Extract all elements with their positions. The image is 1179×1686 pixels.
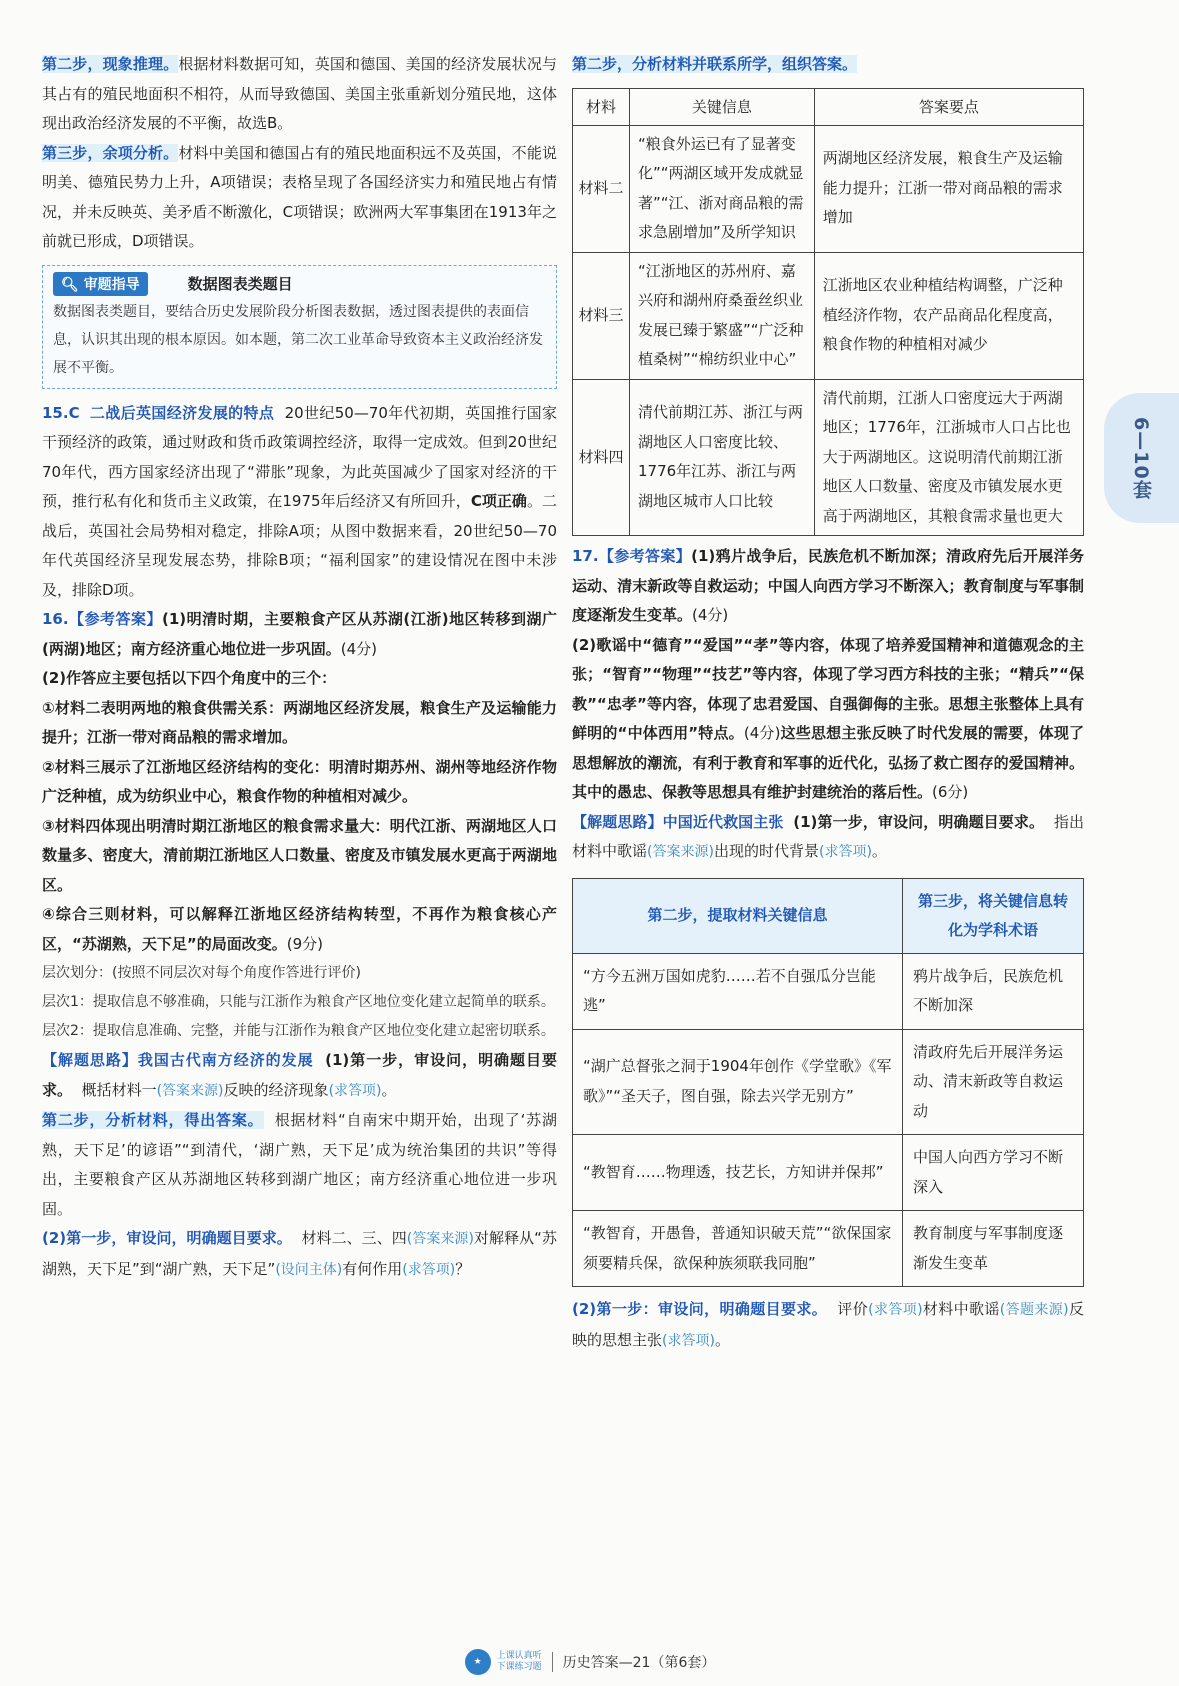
keyinfo-table — [572, 878, 1084, 1288]
table-header-row — [573, 878, 1084, 953]
q16-thinking: 【解题思路】我国古代南方经济的发展 (1)第一步，审设问，明确题目要求。 概括材料一(答案来源)反映的经济现象(求答项)。 — [42, 1051, 557, 1099]
q17-part2: (2)第一步：审设问，明确题目要求。 评价(求答项)材料中歌谣(答题来源)反映的思想主张(求答项)。 — [572, 1300, 1084, 1349]
page-number: 历史答案—21（第6套） — [562, 1655, 716, 1671]
q16-level-division: 层次划分：(按照不同层次对每个角度作答进行评价) — [42, 965, 361, 981]
table-row — [573, 953, 1084, 1029]
table-header-row — [573, 88, 1084, 125]
step2-paragraph: 第二步，现象推理。根据材料数据可知，英国和德国、美国的经济发展状况与其占有的殖民地面积不相符，从而导致德国、美国主张重新划分殖民地，这体现出政治经济发展的不平衡，故选B。 — [42, 55, 557, 132]
search-icon-tag: 🔍︎ 审题指导 — [53, 272, 148, 296]
page-footer — [400, 1648, 780, 1676]
logo-text: 上课认真听 下课练习题 — [496, 1651, 542, 1672]
q16-answer-1: 16.【参考答案】(1)明清时期，主要粮食产区从苏湖(江浙)地区转移到湖广(两湖)地区；南方经济重心地位进一步巩固。(4分) — [42, 610, 557, 658]
table-header-cell: 第三步，将关键信息转化为学科术语 — [903, 878, 1084, 953]
table-cell: “江浙地区的苏州府、嘉兴府和湖州府桑蚕丝织业发展已臻于繁盛”“广泛种植桑树”“棉纺织业中心” — [630, 252, 815, 379]
tip-body: 数据图表类题目，要结合历史发展阶段分析图表数据，透过图表提供的表面信息，认识其出现的根本原因。如本题，第二次工业革命导致资本主义政治经济发展不平衡。 — [53, 303, 543, 376]
table-cell: 清政府先后开展洋务运动、清末新政等自救运动 — [903, 1029, 1084, 1135]
tip-box — [42, 265, 557, 389]
table-cell: 清代前期，江浙人口密度远大于两湖地区；1776年，江浙城市人口占比也大于两湖地区。这说明清代前期江浙地区人口数量、密度及市镇发展水更高于两湖地区，其粮食需求量也更大 — [814, 379, 1083, 536]
table-cell: 材料二 — [573, 125, 630, 252]
table-header-cell: 第二步，提取材料关键信息 — [573, 878, 903, 953]
table-cell: 材料三 — [573, 252, 630, 379]
table-cell: “教智育，开愚鲁，普通知识破天荒”“欲保国家须要精兵保，欲保种族须联我同胞” — [573, 1211, 903, 1287]
table-cell: “教智育……物理透，技艺长，方知讲并保邦” — [573, 1135, 903, 1211]
q17-thinking: 【解题思路】中国近代救国主张 (1)第一步，审设问，明确题目要求。 指出材料中歌谣(答案来源)出现的时代背景(求答项)。 — [572, 812, 1084, 860]
q16-part2: (2)第一步，审设问，明确题目要求。 材料二、三、四(答案来源)对解释从“苏湖熟，天下足”到“湖广熟，天下足”(设问主体)有何作用(求答项)？ — [42, 1229, 557, 1278]
table-cell: 中国人向西方学习不断深入 — [903, 1135, 1084, 1211]
table-header-cell: 答案要点 — [814, 88, 1083, 125]
q15-answer: 15.C 二战后英国经济发展的特点 20世纪50—70年代初期，英国推行国家干预经济的政策，通过财政和货币政策调控经济，取得一定成效。但到20世纪70年代，西方国家经济出现了“滞胀”现象，为此英国减少了国家对经济的干预，推行私有化和货币主义政策，在1975年后经济又有所回升，C项正确。二战后，英国社会局势相对稳定，排除A项；从图中数据来看，20世纪50—70年代英国经济呈现发展态势，排除B项；“福利国家”的建设情况在图中未涉及，排除D项。 — [42, 403, 557, 599]
material-table — [572, 88, 1084, 537]
right-head: 第二步，分析材料并联系所学，组织答案。 — [572, 55, 858, 73]
table-cell: “粮食外运已有了显著变化”“两湖区域开发成就显著”“江、浙对商品粮的需求急剧增加”及所学知识 — [630, 125, 815, 252]
table-header-cell: 材料 — [573, 88, 630, 125]
table-row — [573, 379, 1084, 536]
q16-point-3: ③材料四体现出明清时期江浙地区的粮食需求量大：明代江浙、两湖地区人口数量多、密度大，清前期江浙地区人口数量、密度及市镇发展水更高于两湖地区。 — [42, 816, 557, 894]
divider — [552, 1652, 553, 1672]
q16-level-1: 层次1：提取信息不够准确，只能与江浙作为粮食产区地位变化建立起简单的联系。 — [42, 994, 555, 1010]
q16-point-4: ④综合三则材料，可以解释江浙地区经济结构转型，不再作为粮食核心产区，“苏湖熟，天下足”的局面改变。(9分) — [42, 905, 557, 953]
table-cell: 鸦片战争后，民族危机不断加深 — [903, 953, 1084, 1029]
section-tab: 6—10套 — [1104, 393, 1179, 523]
q17-answer-2: (2)歌谣中“德育”“爱国”“孝”等内容，体现了培养爱国精神和道德观念的主张；“智育”“物理”“技艺”等内容，体现了学习西方科技的主张；“精兵”“保教”“忠孝”等内容，体现了忠君爱国、自强御侮的主张。思想主张整体上具有鲜明的“中体西用”特点。(4分)这些思想主张反映了时代发展的需要，体现了思想解放的潮流，有利于教育和军事的近代化，弘扬了救亡图存的爱国精神。其中的愚忠、保教等思想具有维护封建统治的落后性。(6分) — [572, 635, 1084, 801]
tip-title: 数据图表类题目 — [187, 275, 293, 293]
table-cell: “方今五洲万国如虎豹……若不自强瓜分岂能逃” — [573, 953, 903, 1029]
table-row — [573, 1211, 1084, 1287]
q16-point-2: ②材料三展示了江浙地区经济结构的变化：明清时期苏州、湖州等地经济作物广泛种植，成为纺织业中心，粮食作物的种植相对减少。 — [42, 757, 557, 805]
table-row — [573, 125, 1084, 252]
table-cell: 江浙地区农业种植结构调整，广泛种植经济作物，农产品商品化程度高，粮食作物的种植相对减少 — [814, 252, 1083, 379]
right-column — [572, 50, 1084, 1356]
table-header-cell: 关键信息 — [630, 88, 815, 125]
table-cell: 教育制度与军事制度逐渐发生变革 — [903, 1211, 1084, 1287]
table-row — [573, 252, 1084, 379]
table-cell: 材料四 — [573, 379, 630, 536]
table-cell: 清代前期江苏、浙江与两湖地区人口密度比较、1776年江苏、浙江与两湖地区城市人口比较 — [630, 379, 815, 536]
step3-paragraph: 第三步，余项分析。材料中美国和德国占有的殖民地面积远不及英国，不能说明美、德殖民势力上升，A项错误；表格呈现了各国经济实力和殖民地占有情况，并未反映英、美矛盾不断激化，C项错误；欧洲两大军事集团在1913年之前就已形成，D项错误。 — [42, 143, 557, 250]
q16-step2: 第二步，分析材料，得出答案。 根据材料“自南宋中期开始，出现了‘苏湖熟，天下足’的谚语”“到清代，‘湖广熟，天下足’成为统治集团的共识”等得出，主要粮食产区从苏湖地区转移到湖广地区；南方经济重心地位进一步巩固。 — [42, 1111, 557, 1218]
q16-answer-2: (2)作答应主要包括以下四个角度中的三个： — [42, 669, 337, 687]
q16-level-2: 层次2：提取信息准确、完整，并能与江浙作为粮食产区地位变化建立起密切联系。 — [42, 1023, 555, 1039]
logo-icon: ★ — [465, 1649, 491, 1675]
q16-point-1: ①材料二表明两地的粮食供需关系：两湖地区经济发展，粮食生产及运输能力提升；江浙一带对商品粮的需求增加。 — [42, 698, 557, 746]
table-row — [573, 1135, 1084, 1211]
table-row — [573, 1029, 1084, 1135]
table-cell: 两湖地区经济发展，粮食生产及运输能力提升；江浙一带对商品粮的需求增加 — [814, 125, 1083, 252]
left-column — [42, 50, 557, 1285]
q17-answer-1: 17.【参考答案】(1)鸦片战争后，民族危机不断加深；清政府先后开展洋务运动、清末新政等自救运动；中国人向西方学习不断深入；教育制度与军事制度逐渐发生变革。(4分) — [572, 547, 1084, 624]
table-cell: “湖广总督张之洞于1904年创作《学堂歌》《军歌》”“圣天子，图自强，除去兴学无别方” — [573, 1029, 903, 1135]
